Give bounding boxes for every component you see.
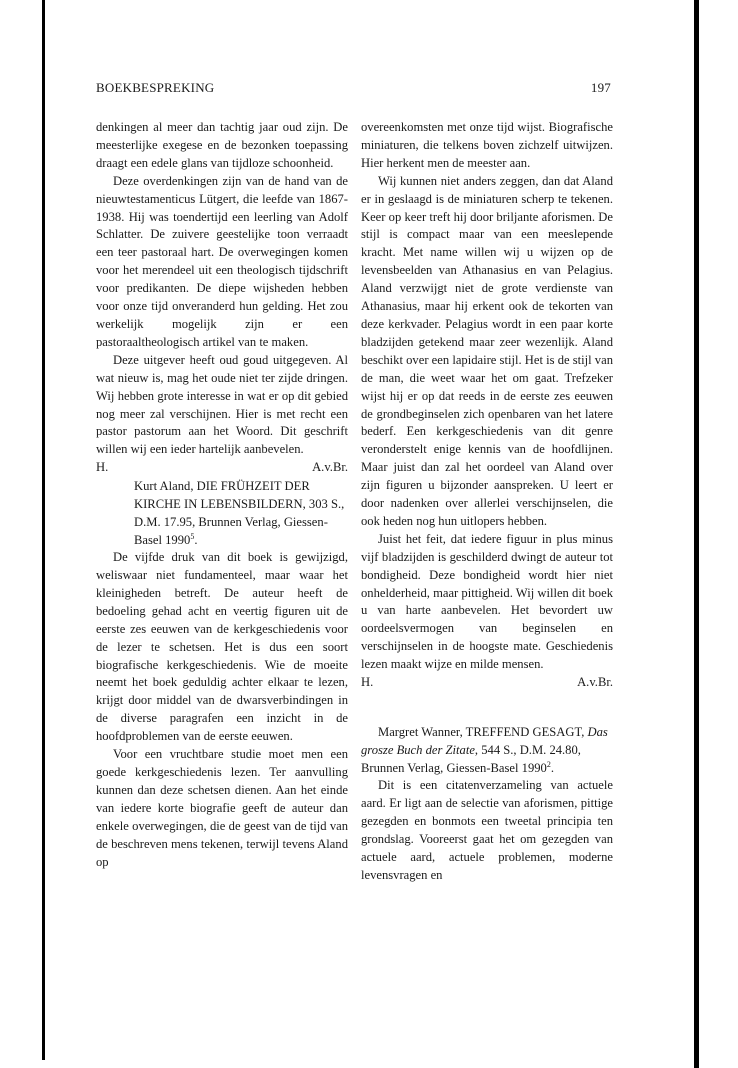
- paragraph: overeenkomsten met onze tijd wijst. Biografische miniaturen, die telkens boven zichzelf uitwijzen. Hier herkent men de meester aan.: [361, 120, 613, 170]
- book-citation: [361, 723, 613, 777]
- scan-edge-right: [694, 0, 699, 1068]
- book-citation: Kurt Aland, DIE FRÜHZEIT DER KIRCHE IN LEBENSBILDERN, 303 S., D.M. 17.95, Brunnen Verlag, Giessen-Basel 1990$^5$.: [134, 479, 345, 548]
- scan-edge-left: [42, 0, 45, 1060]
- edition-number: 5: [190, 532, 195, 542]
- paragraph: Wij kunnen niet anders zeggen, dan dat Aland er in geslaagd is de miniaturen scherp te tekenen. Keer op keer treft hij door briljante aforismen. De stijl is compact maar van een meeslepende kracht. Met name willen wij u wijzen op de levensbeelden van Athanasius en van Pelagius. Aland verzwijgt niet de grote verdienste van Athanasius, maar hij erkent ook de tekorten van deze kerkvader. Pelagius wordt in een paar korte bladzijden getekend maar zeer wezenlijk. Aland beschikt over een lapidaire stijl. Het is de stijl van de man, die weet waar het om gaat. Trefzeker wijst hij er op dat reeds in de eerste zes eeuwen de grondbeginselen zich openbaren van het latere bederf. Een kerkgeschiedenis van dit genre veronderstelt enige kennis van de hoofdlijnen. Maar juist dan zal het oordeel van Aland over zijn figuren u bijzonder aanspreken. U leert er door nadenken over allerlei verschijnselen, die ook heden nog hun uitlopers hebben.: [361, 173, 613, 528]
- signature-name: A.v.Br.: [577, 675, 613, 690]
- paragraph: Juist het feit, dat iedere figuur in plus minus vijf bladzijden is geschilderd dwingt de auteur tot bondigheid. Deze bondigheid wordt hier niet onhelderheid, maar pittigheid. Wij willen dit boek u van harte aanbevelen. Het bevordert uw oordeelsvermogen van beginselen en verschijnselen in de hoogste mate. Geschiedenis lezen maakt wijze en milde mensen.: [361, 531, 613, 672]
- paragraph: Deze overdenkingen zijn van de hand van de nieuwtestamenticus Lütgert, die leefde van 1867-1938. Hij was toendertijd een leerling van Adolf Schlatter. De zuivere geestelijke toon verraadt een teer pastoraal hart. De overwegingen komen voor het merendeel uit een theologisch tijdschrift voor predikanten. De diepe wijsheden hebben voor onze tijd onveranderd hun gelding. Het zou werkelijk mogelijk zijn er een pastoraaltheologisch artikel van te maken.: [96, 173, 348, 349]
- running-title: BOEKBESPREKING: [96, 80, 215, 95]
- signature-name: A.v.Br.: [312, 460, 348, 475]
- left-column: [96, 119, 348, 871]
- review-signature: [96, 459, 348, 477]
- page-number: 197: [590, 80, 611, 95]
- citation-title: Das grosze Buch der Zitate: [361, 725, 608, 757]
- paragraph: denkingen al meer dan tachtig jaar oud zijn. De meesterlijke exegese en de bezonken toepassing draagt een edele glans van tijdloze schoonheid.: [96, 120, 348, 170]
- citation-details: , 544 S., D.M. 24.80, Brunnen Verlag, Giessen-Basel 1990: [361, 743, 581, 775]
- right-column: [361, 119, 613, 884]
- signature-initial: H.: [361, 675, 374, 690]
- paragraph: Dit is een citatenverzameling van actuele aard. Er ligt aan de selectie van aforismen, pittige gezegden en bonmots een tweetal principia ten grondslag. Vooreerst gaat het om gezegden van actuele aard, actuele problemen, moderne levensvragen en: [361, 778, 613, 882]
- paragraph: De vijfde druk van dit boek is gewijzigd, weliswaar niet fundamenteel, maar waar het kleinigheden betreft. De auteur heeft de bedoeling gehad acht en veertig figuren uit de eerste zes eeuwen van de kerkgeschiedenis voor de lezer te schetsen. Het is dus een soort biografische kerkgeschiedenis. Wie de moeite neemt het boek geduldig achter elkaar te lezen, krijgt door middel van de dwarsverbindingen in de diverse paragrafen een inzicht in de hoofdproblemen van de eerste eeuwen.: [96, 550, 348, 744]
- citation-end: .: [550, 761, 554, 775]
- review-signature: [361, 674, 613, 692]
- citation-author: Margret Wanner, TREFFEND GESAGT,: [378, 725, 588, 739]
- paragraph: Voor een vruchtbare studie moet men een goede kerkgeschiedenis lezen. Ter aanvulling kunnen dan deze schetsen dienen. Aan het einde van iedere korte biografie geeft de auteur dan enkele overwegingen, die de geest van de tijd van de beschreven mens tekenen, terwijl tevens Aland op: [96, 747, 348, 869]
- paragraph: Deze uitgever heeft oud goud uitgegeven. Al wat nieuw is, mag het oude niet ter zijde dringen. Wij hebben grote interesse in wat er op dit gebied nog meer zal verschijnen. Hier is met recht een pastor pastorum aan het Woord. Dit geschrift willen wij een ieder hartelijk aanbevelen.: [96, 352, 348, 457]
- edition-number: 2: [546, 760, 551, 769]
- signature-initial: H.: [96, 460, 109, 475]
- citation-text: Kurt Aland, DIE FRÜHZEIT DER KIRCHE IN LEBENSBILDERN, 303 S., D.M. 17.95, Brunnen Verlag, Giessen-Basel 1990: [134, 479, 345, 548]
